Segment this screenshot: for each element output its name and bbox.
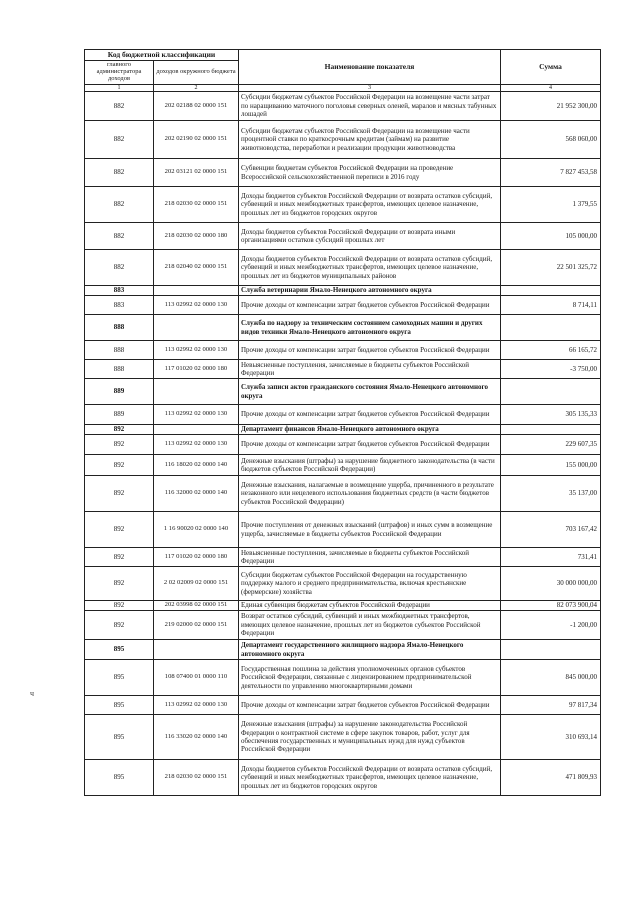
admin-code-cell: 882 [85,159,154,187]
admin-code-cell: 882 [85,92,154,121]
classification-code-header: Код бюджетной классификации [85,50,239,61]
revenue-code-cell: 116 32000 02 0000 140 [154,476,239,512]
admin-code-cell: 882 [85,187,154,223]
revenue-code-cell: 117 01020 02 0000 180 [154,360,239,379]
section-title-cell: Служба по надзору за техническим состоянием самоходных машин и других видов техники Ямало-Ненецкого автономного округа [239,315,501,341]
revenue-code-cell: 202 02188 02 0000 151 [154,92,239,121]
revenue-code-cell: 116 18020 02 0000 140 [154,455,239,476]
section-row [85,315,601,341]
admin-code-cell: 895 [85,715,154,760]
section-row [85,286,601,296]
amount-cell: 731,41 [501,548,601,567]
section-row [85,425,601,435]
table-row [85,296,601,315]
sum-header: Сумма [501,50,601,85]
amount-cell: 35 137,00 [501,476,601,512]
indicator-name-cell: Доходы бюджетов субъектов Российской Федерации от возврата остатков субсидий, субвенций и иных межбюджетных трансфертов, имеющих целевое назначение, прошлых лет из бюджетов городских округов [239,187,501,223]
amount-cell [501,640,601,660]
amount-cell: -1 200,00 [501,611,601,640]
section-row [85,379,601,405]
table-row [85,567,601,601]
amount-cell: 30 000 000,00 [501,567,601,601]
amount-cell: 703 167,42 [501,512,601,548]
table-row [85,601,601,611]
revenue-code-cell: 202 03121 02 0000 151 [154,159,239,187]
revenue-code-cell: 219 02000 02 0000 151 [154,611,239,640]
revenue-code-cell: 113 02992 02 0000 130 [154,341,239,360]
table-body [85,92,601,796]
admin-code-cell: 895 [85,640,154,660]
revenue-code-cell: 113 02992 02 0000 130 [154,296,239,315]
revenue-code-cell: 202 03998 02 0000 151 [154,601,239,611]
indicator-name-cell: Прочие доходы от компенсации затрат бюджетов субъектов Российской Федерации [239,435,501,455]
revenue-code-cell: 202 02190 02 0000 151 [154,121,239,159]
admin-code-cell: 892 [85,601,154,611]
admin-code-cell: 883 [85,296,154,315]
amount-cell: 845 000,00 [501,660,601,696]
admin-code-cell: 892 [85,425,154,435]
table-row [85,715,601,760]
revenue-code-cell: 108 07400 01 0000 110 [154,660,239,696]
admin-code-cell: 888 [85,360,154,379]
revenue-code-cell [154,286,239,296]
admin-code-cell: 892 [85,435,154,455]
revenue-code-cell: 113 02992 02 0000 130 [154,435,239,455]
indicator-name-cell: Доходы бюджетов субъектов Российской Федерации от возврата остатков субсидий, субвенций и иных межбюджетных трансфертов, имеющих целевое назначение, прошлых лет из бюджетов городских округов [239,760,501,796]
column-index-4: 4 [501,85,601,92]
indicator-name-cell: Доходы бюджетов субъектов Российской Федерации от возврата иными организациями остатков субсидий прошлых лет [239,223,501,250]
admin-code-cell: 889 [85,405,154,425]
admin-code-cell: 892 [85,512,154,548]
indicator-name-cell: Денежные взыскания (штрафы) за нарушение бюджетного законодательства (в части бюджетов субъектов Российской Федерации) [239,455,501,476]
section-title-cell: Служба записи актов гражданского состояния Ямало-Ненецкого автономного округа [239,379,501,405]
table-row [85,476,601,512]
amount-cell [501,315,601,341]
revenue-code-cell: 113 02992 02 0000 130 [154,696,239,715]
admin-code-cell: 892 [85,548,154,567]
admin-code-cell: 892 [85,476,154,512]
revenue-code-cell: 2 02 02009 02 0000 151 [154,567,239,601]
table-row [85,187,601,223]
admin-code-cell: 895 [85,696,154,715]
table-row [85,512,601,548]
budget-revenue-table [84,49,601,796]
column-index-2: 2 [154,85,239,92]
amount-cell: -3 750,00 [501,360,601,379]
column-index-3: 3 [239,85,501,92]
amount-cell: 97 817,34 [501,696,601,715]
amount-cell: 305 135,33 [501,405,601,425]
revenue-code-header: доходов окружного бюджета [154,61,239,85]
indicator-name-cell: Возврат остатков субсидий, субвенций и иных межбюджетных трансфертов, имеющих целевое назначение, прошлых лет из бюджетов субъектов Российской Федерации [239,611,501,640]
section-title-cell: Служба ветеринарии Ямало-Ненецкого автономного округа [239,286,501,296]
indicator-name-cell: Прочие доходы от компенсации затрат бюджетов субъектов Российской Федерации [239,696,501,715]
admin-code-cell: 895 [85,660,154,696]
indicator-name-cell: Прочие поступления от денежных взысканий (штрафов) и иных сумм в возмещение ущерба, зачисляемые в бюджеты субъектов Российской Федерации [239,512,501,548]
indicator-name-cell: Субсидии бюджетам субъектов Российской Федерации на возмещение части процентной ставки по краткосрочным кредитам (займам) на развитие животноводства, переработки и реализации продукции животноводства [239,121,501,159]
admin-code-cell: 883 [85,286,154,296]
table-row [85,341,601,360]
column-index-1: 1 [85,85,154,92]
admin-code-cell: 882 [85,250,154,286]
admin-code-cell: 892 [85,455,154,476]
revenue-code-cell [154,379,239,405]
admin-code-cell: 892 [85,611,154,640]
amount-cell: 8 714,11 [501,296,601,315]
table-header [85,50,601,92]
amount-cell: 310 693,14 [501,715,601,760]
indicator-name-cell: Прочие доходы от компенсации затрат бюджетов субъектов Российской Федерации [239,405,501,425]
indicator-name-cell: Прочие доходы от компенсации затрат бюджетов субъектов Российской Федерации [239,296,501,315]
amount-cell: 471 809,93 [501,760,601,796]
indicator-name-cell: Денежные взыскания (штрафы) за нарушение законодательства Российской Федерации о контрактной системе в сфере закупок товаров, работ, услуг для обеспечения государственных и муниципальных нужд для нужд субъектов Российской Федерации [239,715,501,760]
admin-code-cell: 892 [85,567,154,601]
revenue-code-cell [154,315,239,341]
section-row [85,640,601,660]
indicator-name-cell: Денежные взыскания, налагаемые в возмещение ущерба, причиненного в результате незаконного или нецелевого использования бюджетных средств (в части бюджетов субъектов Российской Федерации) [239,476,501,512]
table-row [85,435,601,455]
table-row [85,92,601,121]
table-row [85,611,601,640]
table-row [85,159,601,187]
revenue-code-cell: 116 33020 02 0000 140 [154,715,239,760]
amount-cell: 105 000,00 [501,223,601,250]
amount-cell: 1 379,55 [501,187,601,223]
revenue-code-cell: 218 02030 02 0000 180 [154,223,239,250]
admin-code-cell: 882 [85,223,154,250]
indicator-name-cell: Субсидии бюджетам субъектов Российской Федерации на государственную поддержку малого и среднего предпринимательства, включая крестьянские (фермерские) хозяйства [239,567,501,601]
section-title-cell: Департамент государственного жилищного надзора Ямало-Ненецкого автономного округа [239,640,501,660]
admin-code-cell: 889 [85,379,154,405]
revenue-code-cell: 1 16 90020 02 0000 140 [154,512,239,548]
indicator-name-cell: Государственная пошлина за действия уполномоченных органов субъектов Российской Федерации, связанные с лицензированием предпринимательской деятельности по управлению многоквартирными домами [239,660,501,696]
amount-cell [501,286,601,296]
table-row [85,760,601,796]
amount-cell: 21 952 300,00 [501,92,601,121]
indicator-name-cell: Прочие доходы от компенсации затрат бюджетов субъектов Российской Федерации [239,341,501,360]
indicator-name-cell: Доходы бюджетов субъектов Российской Федерации от возврата остатков субсидий, субвенций и иных межбюджетных трансфертов, имеющих целевое назначение, прошлых лет из бюджетов муниципальных районов [239,250,501,286]
table-row [85,121,601,159]
admin-code-cell: 882 [85,121,154,159]
indicator-name-cell: Невыясненные поступления, зачисляемые в бюджеты субъектов Российской Федерации [239,548,501,567]
section-title-cell: Департамент финансов Ямало-Ненецкого автономного округа [239,425,501,435]
revenue-code-cell: 218 02030 02 0000 151 [154,187,239,223]
amount-cell: 82 073 900,04 [501,601,601,611]
indicator-name-cell: Единая субвенция бюджетам субъектов Российской Федерации [239,601,501,611]
table-row [85,548,601,567]
indicator-name-header: Наименование показателя [239,50,501,85]
indicator-name-cell: Субсидии бюджетам субъектов Российской Федерации на возмещение части затрат по наращиванию маточного поголовья северных оленей, маралов и мясных табунных лошадей [239,92,501,121]
admin-code-cell: 888 [85,341,154,360]
table-row [85,455,601,476]
amount-cell: 66 165,72 [501,341,601,360]
admin-code-header: главного администратора доходов [85,61,154,85]
revenue-code-cell: 218 02030 02 0000 151 [154,760,239,796]
table-row [85,250,601,286]
table-row [85,360,601,379]
revenue-code-cell: 117 01020 02 0000 180 [154,548,239,567]
column-index-row [85,85,601,92]
margin-mark: ч [30,689,35,698]
admin-code-cell: 895 [85,760,154,796]
table-row [85,660,601,696]
revenue-code-cell: 113 02992 02 0000 130 [154,405,239,425]
table-row [85,405,601,425]
revenue-code-cell [154,640,239,660]
admin-code-cell: 888 [85,315,154,341]
table-row [85,223,601,250]
amount-cell: 22 501 325,72 [501,250,601,286]
amount-cell: 155 000,00 [501,455,601,476]
amount-cell [501,379,601,405]
amount-cell: 229 607,35 [501,435,601,455]
amount-cell: 7 827 453,58 [501,159,601,187]
amount-cell [501,425,601,435]
revenue-code-cell: 218 02040 02 0000 151 [154,250,239,286]
indicator-name-cell: Невыясненные поступления, зачисляемые в бюджеты субъектов Российской Федерации [239,360,501,379]
amount-cell: 568 060,00 [501,121,601,159]
indicator-name-cell: Субвенции бюджетам субъектов Российской Федерации на проведение Всероссийской сельскохозяйственной переписи в 2016 году [239,159,501,187]
table-row [85,696,601,715]
budget-revenue-table-page [84,49,600,796]
revenue-code-cell [154,425,239,435]
